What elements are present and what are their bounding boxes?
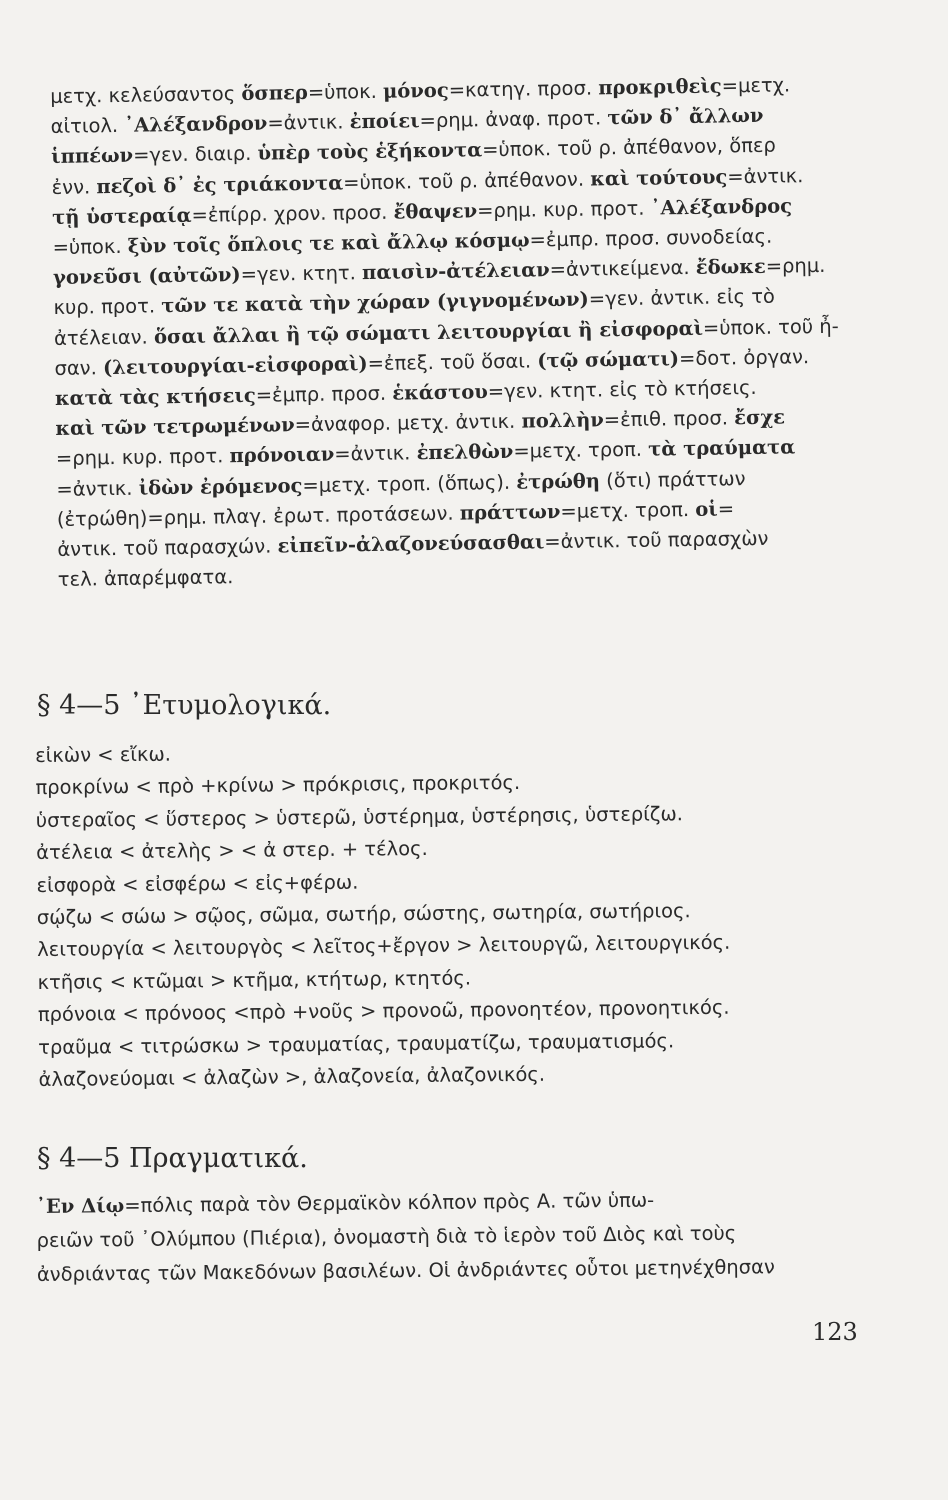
- bold-term: μόνος: [382, 78, 449, 103]
- etymology-entry: ἀτέλεια < ἀτελὴς > < ἀ στερ. + τέλος.: [36, 837, 428, 865]
- annotation: =ρημ. κυρ. προτ.: [476, 196, 651, 223]
- etymology-entry: ὑστεραῖος < ὕστερος > ὑστερῶ, ὑστέρημα, ὑστέρησις, ὑστερίζω.: [35, 802, 684, 832]
- bold-term: καὶ τούτους: [590, 164, 728, 191]
- annotation: =ρημ. κυρ. προτ.: [55, 444, 230, 471]
- bold-term: πεζοὶ δ᾿ ἐς τριάκοντα: [96, 171, 344, 198]
- bold-term: τῶν τε κατὰ τὴν χώραν (γιγνομένων): [161, 287, 589, 318]
- annotation: =: [717, 497, 735, 521]
- bold-term: ἱππέων: [50, 144, 134, 169]
- bold-term: ἐποίει: [349, 109, 420, 134]
- etymology-entry: λειτουργία < λειτουργὸς < λεῖτος+ἔργον > λειτουργῶ, λειτουργικός.: [37, 931, 731, 962]
- annotation: =ἀναφορ. μετχ. ἀντικ.: [294, 409, 522, 437]
- text-line: [37, 1249, 852, 1292]
- bold-term: ἑκάστου: [392, 380, 489, 405]
- annotation: =ἐπεξ. τοῦ ὅσαι.: [367, 349, 538, 375]
- bold-term: ἐπελθὼν: [416, 440, 514, 465]
- annotation: =γεν. κτητ.: [240, 261, 363, 287]
- etymology-entry: ἀλαζονεύομαι < ἀλαζὼν >, ἀλαζονεία, ἀλαζονικός.: [38, 1062, 546, 1092]
- annotation: =ὑποκ.: [52, 234, 128, 259]
- bold-term: παισὶν-ἀτέλειαν: [361, 258, 550, 285]
- etymology-entry: τραῦμα < τιτρώσκω > τραυματίας, τραυματίζω, τραυματισμός.: [38, 1028, 675, 1059]
- bold-term: ᾿Εν Δίῳ: [36, 1194, 125, 1218]
- bold-term: ᾿Αλέξανδρος: [650, 194, 793, 220]
- grammar-paragraph: [50, 69, 858, 595]
- bold-term: ὑπὲρ τοὺς ἑξήκοντα: [257, 138, 483, 166]
- etymology-entry: προκρίνω < πρὸ +κρίνω > πρόκρισις, προκριτός.: [35, 771, 521, 800]
- bold-term: κατὰ τὰς κτήσεις: [54, 383, 256, 410]
- etymology-entry: εἰκὼν < εἴκω.: [35, 742, 172, 767]
- annotation: κυρ. προτ.: [53, 294, 162, 320]
- bold-term: ὅσαι ἄλλαι ἢ τῷ σώματι λειτουργίαι ἢ εἰσφοραὶ: [153, 316, 704, 349]
- annotation: =δοτ. ὀργαν.: [678, 344, 810, 370]
- etymology-heading: § 4—5 ᾿Ετυμολογικά.: [37, 690, 332, 721]
- pragmatika-paragraph: [36, 1181, 852, 1292]
- annotation: =γεν. κτητ. εἰς τὸ κτήσεις.: [487, 375, 757, 404]
- pragmatika-heading: § 4—5 Πραγματικά.: [37, 1143, 308, 1174]
- bold-term: γονεῦσι (αὐτῶν): [52, 263, 241, 290]
- annotation: =ρημ.: [765, 254, 826, 278]
- bold-term: ἰδὼν ἐρόμενος: [138, 473, 303, 500]
- bold-term: τὰ τραύματα: [648, 435, 796, 462]
- bold-term: ὅσπερ: [241, 80, 309, 105]
- etymology-entry: σῴζω < σώω > σῷος, σῶμα, σωτήρ, σώστης, σωτηρία, σωτήριος.: [36, 899, 691, 930]
- annotation: ἐνν.: [51, 174, 97, 199]
- annotation: =μετχ. τροπ.: [513, 438, 649, 464]
- bold-term: οἱ: [695, 497, 718, 521]
- etymology-entry: εἰσφορὰ < εἰσφέρω < εἰς+φέρω.: [36, 870, 359, 897]
- annotation: =γεν. διαιρ.: [132, 142, 258, 168]
- annotation: ἀνδριάντας τῶν Μακεδόνων βασιλέων. Οἱ ἀνδριάντες οὗτοι μετηνέχθησαν: [36, 1255, 775, 1286]
- bold-term: εἰπεῖν-ἀλαζονεύσασθαι: [277, 530, 545, 558]
- annotation: =πόλις παρὰ τὸν Θερμαϊκὸν κόλπον πρὸς Α. τῶν ὑπω-: [124, 1188, 655, 1218]
- annotation: =ἀντικ.: [727, 163, 804, 188]
- annotation: =ἀντικ. τοῦ παρασχὼν: [544, 526, 769, 554]
- bold-term: τῇ ὑστεραίᾳ: [51, 203, 192, 229]
- etymology-entry: πρόνοια < πρόνοος <πρὸ +νοῦς > προνοῶ, προνοητέον, προνοητικός.: [37, 995, 730, 1027]
- annotation: =ἐμπρ. προσ. συνοδείας.: [529, 224, 773, 252]
- annotation: ἀντικ. τοῦ παρασχών.: [57, 534, 278, 561]
- annotation: =κατηγ. προσ.: [448, 76, 599, 102]
- etymology-entry: κτῆσις < κτῶμαι > κτῆμα, κτήτωρ, κτητός.: [37, 966, 472, 994]
- bold-term: ᾿Αλέξανδρον: [124, 111, 268, 138]
- annotation: (ὅτι) πράττων: [599, 466, 746, 493]
- annotation: =ἐπιθ. προσ.: [603, 406, 735, 432]
- annotation: =ἐπίρρ. χρον. προσ.: [191, 200, 394, 227]
- bold-term: (τῷ σώματι): [537, 346, 680, 373]
- annotation: =μετχ. τροπ. (ὅπως).: [302, 470, 517, 497]
- annotation: =ἀντικείμενα.: [549, 256, 697, 282]
- bold-term: ἐτρώθη: [516, 469, 601, 494]
- annotation: τελ. ἀπαρέμφατα.: [57, 565, 234, 592]
- annotation: =μετχ. τροπ.: [560, 497, 696, 523]
- annotation: =ρημ. ἀναφ. προτ.: [419, 106, 608, 133]
- annotation: ἀτέλειαν.: [53, 325, 155, 350]
- annotation: =μετχ.: [721, 73, 791, 98]
- annotation: =ἐμπρ. προσ.: [255, 381, 393, 407]
- annotation: =ὑποκ.: [307, 79, 384, 104]
- annotation: σαν.: [54, 356, 104, 380]
- etymology-list: [35, 731, 859, 1096]
- annotation: (ἐτρώθη)=ρημ. πλαγ. ἐρωτ. προτάσεων.: [56, 501, 461, 531]
- annotation: =ὑποκ. τοῦ ἦ-: [702, 314, 839, 340]
- annotation: =ὑποκ. τοῦ ρ. ἀπέθανον, ὅπερ: [481, 134, 777, 162]
- annotation: αἰτιολ.: [50, 114, 125, 139]
- bold-term: καὶ τῶν τετρωμένων: [55, 413, 295, 441]
- annotation: =ἀντικ.: [56, 476, 139, 501]
- bold-term: τῶν δ᾿ ἄλλων: [607, 104, 764, 130]
- page-number: 123: [812, 1318, 858, 1346]
- bold-term: ξὺν τοῖς ὅπλοις τε καὶ ἄλλῳ κόσμῳ: [127, 228, 530, 258]
- bold-term: ἔθαψεν: [393, 199, 478, 224]
- bold-term: πράττων: [459, 499, 561, 525]
- bold-term: (λειτουργίαι-εἰσφοραὶ): [102, 351, 368, 380]
- bold-term: πρόνοιαν: [229, 443, 335, 468]
- bold-term: ἔδωκε: [695, 255, 766, 280]
- bold-term: πολλὴν: [521, 408, 604, 433]
- annotation: =γεν. ἀντικ. εἰς τὸ: [588, 285, 776, 311]
- bold-term: ἔσχε: [733, 405, 786, 430]
- annotation: ρειῶν τοῦ ᾿Ολύμπου (Πιέρια), ὀνομαστὴ διὰ τὸ ἱερὸν τοῦ Διὸς καὶ τοὺς: [36, 1221, 737, 1252]
- annotation: =ἀντικ.: [334, 441, 417, 467]
- annotation: =ὑποκ. τοῦ ρ. ἀπέθανον.: [342, 167, 591, 195]
- annotation: μετχ. κελεύσαντος: [50, 81, 242, 108]
- annotation: =ἀντικ.: [267, 110, 350, 135]
- bold-term: προκριθεὶς: [598, 74, 722, 100]
